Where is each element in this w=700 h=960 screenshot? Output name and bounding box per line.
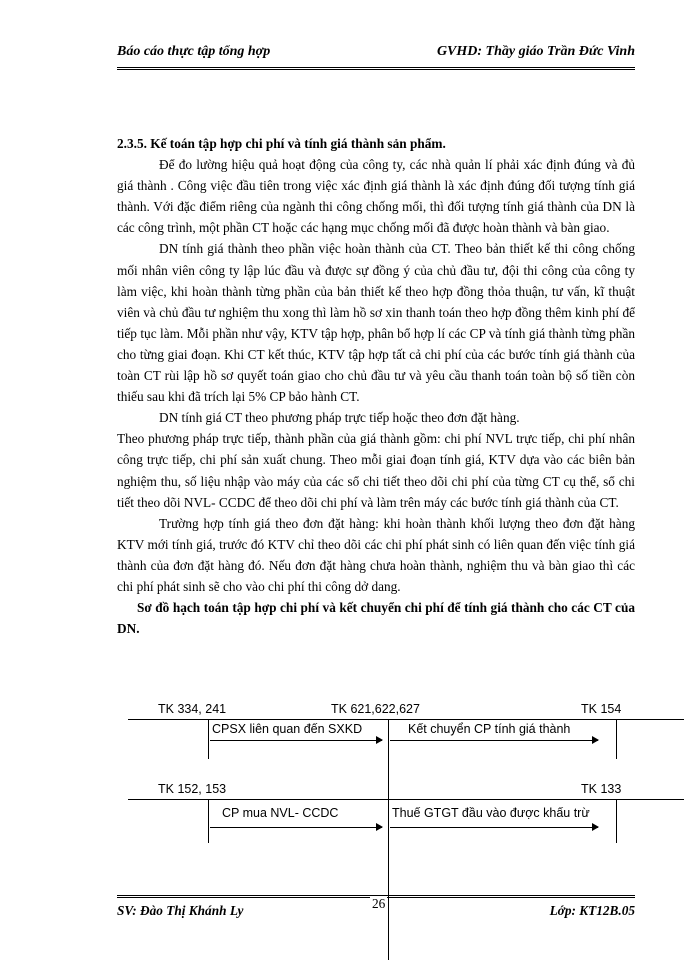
t-account-line-row1: [128, 719, 684, 720]
page-number: 26: [372, 896, 386, 911]
t-account-stem-621: [388, 719, 389, 960]
paragraph-5: Trường hợp tính giá theo đơn đặt hàng: khi hoàn thành khối lượng theo đơn đặt hàng KTV mới tính giá, trước đó KTV chỉ theo dõi các chi phí phát sinh có liên quan đến việc tính giá thành của đơn đặt hàng đó. Nếu đơn đặt hàng chưa hoàn thành, nghiệm thu và bàn giao thì các chi phí phát sinh sẽ cho vào chi phí thi công dở dang.: [117, 515, 635, 594]
account-tk-334-241: TK 334, 241: [158, 702, 227, 716]
paragraph-3: DN tính giá CT theo phương pháp trực tiếp hoặc theo đơn đặt hàng.: [159, 410, 520, 426]
diagram-title: Sơ đồ hạch toán tập hợp chi phí và kết chuyển chi phí để tính giá thành cho các CT của DN.: [117, 600, 635, 637]
header-supervisor: GVHD: Thầy giáo Trần Đức Vinh: [436, 44, 635, 59]
entry-thue-gtgt: Thuế GTGT đầu vào được khấu trừ: [392, 806, 590, 820]
entry-cpsx: CPSX liên quan đến SXKD: [212, 722, 363, 736]
account-tk-152-153: TK 152, 153: [158, 782, 227, 796]
account-tk-154: TK 154: [581, 702, 622, 716]
page-footer: [117, 895, 635, 921]
footer-class: Lớp: KT12B.05: [549, 903, 635, 918]
t-account-stem-133: [616, 799, 617, 843]
paragraph-2: DN tính giá thành theo phần việc hoàn thành của CT. Theo bản thiết kế thi công chống mối nhân viên công ty lập lúc đầu và được sự đồng ý của chủ đầu tư, đội thi công của công ty làm việc, khi hoàn thành từng phần của bản thiết kế theo hợp đồng thỏa thuận, tư vấn, kĩ thuật viên và chủ đầu tư nghiệm thu xong thì làm hồ sơ xin thanh toán theo hợp đồng thêm kinh phí để tiếp tục làm. Mỗi phần như vậy, KTV tập hợp, phân bổ hợp lí các CP và tính giá thành từng phần cho từng giai đoạn. Khi CT kết thúc, KTV tập hợp tất cả chi phí của các bước tính giá thành của toàn CT rùi lập hồ sơ quyết toán giao cho chủ đầu tư và yêu cầu thanh toán toàn bộ số tiền còn thiếu sau khi đã trích lại 5% CP bảo hành CT.: [117, 241, 635, 405]
footer-student: SV: Đào Thị Khánh Ly: [117, 903, 244, 918]
main-content: [117, 133, 635, 639]
account-tk-621-622-627: TK 621,622,627: [331, 702, 420, 716]
arrow-cp-mua: [210, 827, 382, 828]
header-report-title: Báo cáo thực tập tổng hợp: [117, 44, 271, 59]
arrow-cpsx: [210, 740, 382, 741]
account-tk-133: TK 133: [581, 782, 622, 796]
arrow-ket-chuyen: [390, 740, 598, 741]
entry-ket-chuyen: Kết chuyển CP tính giá thành: [408, 722, 571, 736]
section-heading: 2.3.5. Kế toán tập hợp chi phí và tính giá thành sản phẩm.: [117, 136, 446, 151]
t-account-line-row2: [128, 799, 684, 800]
t-account-stem-152: [208, 799, 209, 843]
page-header: [117, 44, 635, 70]
paragraph-1: Để đo lường hiệu quả hoạt động của công ty, các nhà quản lí phải xác định đúng và đủ giá thành . Công việc đầu tiên trong việc xác định giá thành là xác định đúng đối tượng tính giá thành. Với đặc điểm riêng của ngành thi công chống mối, thì đối tượng tính giá thành của DN là các công trình, một phần CT hoặc các hạng mục chống mối đã được hoàn thành và bàn giao.: [117, 157, 635, 236]
t-account-stem-334: [208, 719, 209, 759]
entry-cp-mua: CP mua NVL- CCDC: [222, 806, 339, 820]
t-account-stem-154: [616, 719, 617, 759]
paragraph-4: Theo phương pháp trực tiếp, thành phần của giá thành gồm: chi phí NVL trực tiếp, chi phí nhân công trực tiếp, chi phí sản xuất chung. Theo mỗi giai đoạn tính giá, KTV dựa vào các biên bản nghiệm thu, số liệu nhập vào máy của các sổ chi tiết theo dõi chi phí của từng CT cụ thể, sổ chi tiết theo dõi NVL- CCDC để theo dõi chi phí và làm trên máy các bước tính giá thành của CT.: [117, 431, 635, 510]
arrow-thue-gtgt: [390, 827, 598, 828]
